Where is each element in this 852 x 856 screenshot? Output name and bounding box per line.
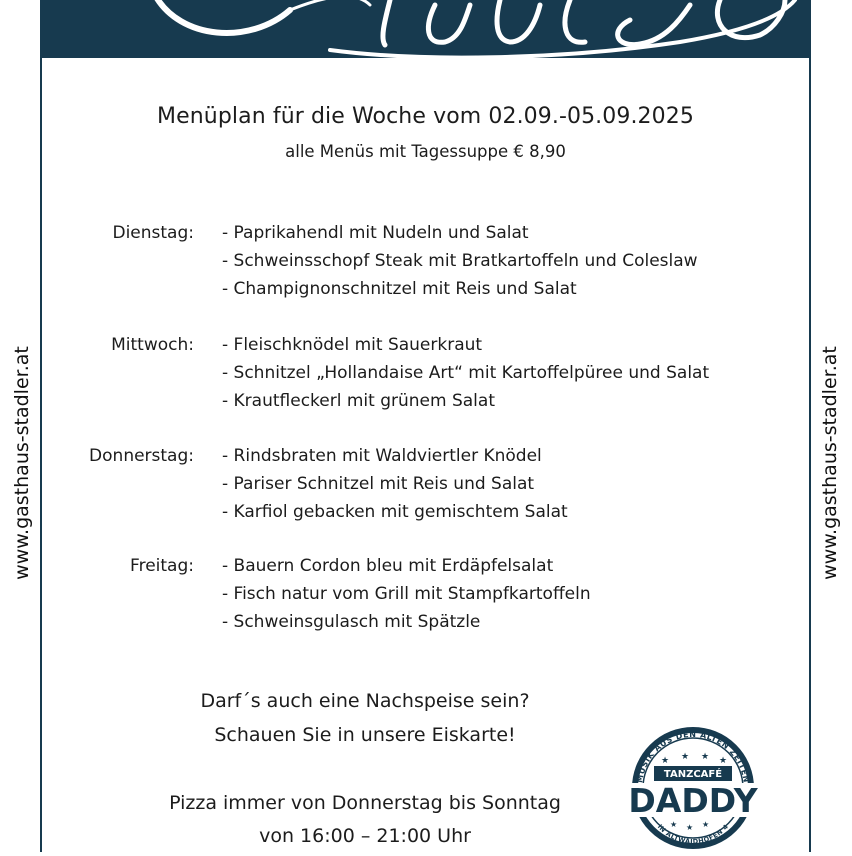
menu-title: Menüplan für die Woche vom 02.09.-05.09.2025 <box>157 104 694 129</box>
dish-item: - Paprikahendl mit Nudeln und Salat <box>222 223 529 243</box>
day-label: Mittwoch: <box>111 335 194 355</box>
svg-text:★: ★ <box>670 820 678 829</box>
header-banner <box>40 0 811 58</box>
dessert-hint: Schauen Sie in unsere Eiskarte! <box>214 724 516 746</box>
menu-subtitle: alle Menüs mit Tagessuppe € 8,90 <box>285 142 566 161</box>
day-label: Freitag: <box>130 556 194 576</box>
badge-top-text: MUSIK AUS DEN ALTEN ZEITEN <box>635 729 751 784</box>
svg-text:★: ★ <box>661 756 670 766</box>
tanzcafe-daddy-logo <box>620 726 766 856</box>
dish-item: - Champignonschnitzel mit Reis und Salat <box>222 279 577 299</box>
dish-item: - Karfiol gebacken mit gemischtem Salat <box>222 502 568 522</box>
dish-item: - Schweinsschopf Steak mit Bratkartoffeln und Coleslaw <box>222 251 698 271</box>
badge-big-text: DADDY <box>628 781 758 820</box>
pizza-hours: von 16:00 – 21:00 Uhr <box>259 825 471 847</box>
dish-item: - Krautfleckerl mit grünem Salat <box>222 391 495 411</box>
stadler-script-logo <box>40 0 811 58</box>
dish-item: - Bauern Cordon bleu mit Erdäpfelsalat <box>222 556 554 576</box>
dish-item: - Pariser Schnitzel mit Reis und Salat <box>222 474 535 494</box>
svg-text:★: ★ <box>681 752 690 762</box>
badge-small-text: TANZCAFÉ <box>663 769 723 780</box>
svg-text:★: ★ <box>686 823 694 832</box>
dish-item: - Fleischknödel mit Sauerkraut <box>222 335 483 355</box>
dish-item: - Schnitzel „Hollandaise Art“ mit Kartoffelpüree und Salat <box>222 363 710 383</box>
website-url-right: www.gasthaus-stadler.at <box>819 346 841 580</box>
badge-bottom-text: IN ALTWAIDHOFEN 4 <box>655 822 731 846</box>
pizza-days: Pizza immer von Donnerstag bis Sonntag <box>169 792 561 814</box>
dish-item: - Fisch natur vom Grill mit Stampfkartoffeln <box>222 584 591 604</box>
dish-item: - Rindsbraten mit Waldviertler Knödel <box>222 446 542 466</box>
dessert-question: Darf´s auch eine Nachspeise sein? <box>200 690 530 712</box>
svg-text:★: ★ <box>702 820 710 829</box>
dish-item: - Schweinsgulasch mit Spätzle <box>222 612 481 632</box>
svg-text:★: ★ <box>719 756 728 766</box>
svg-text:★: ★ <box>701 752 710 762</box>
day-label: Dienstag: <box>112 223 194 243</box>
website-url-left: www.gasthaus-stadler.at <box>11 346 33 580</box>
day-label: Donnerstag: <box>89 446 194 466</box>
